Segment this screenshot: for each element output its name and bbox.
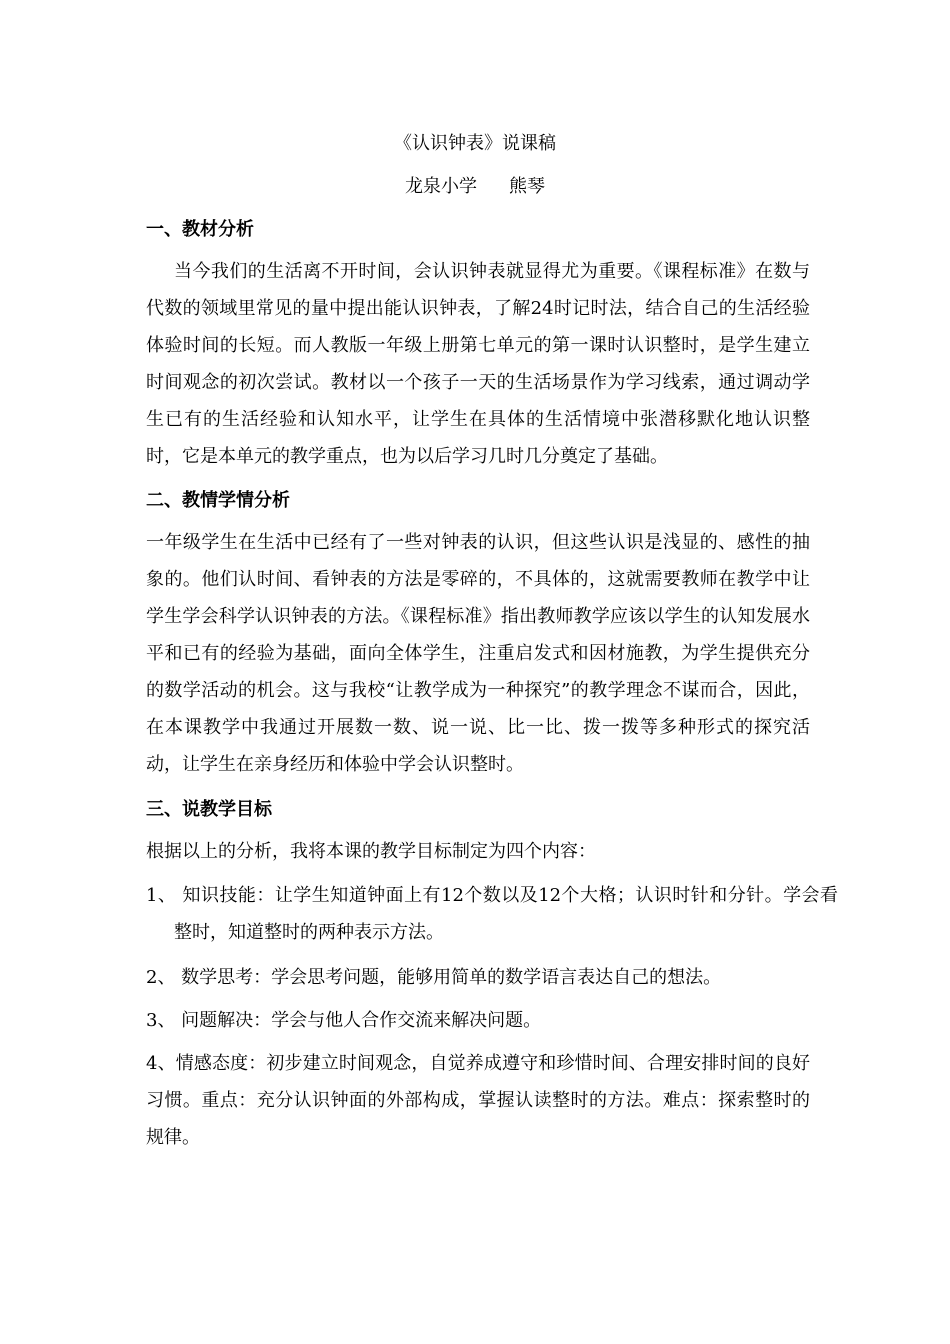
goal-item-emotion-attitude: 4、情感态度：初步建立时间观念，自觉养成遵守和珍惜时间、合理安排时间的良好习惯。重点：充分认识钟面的外部构成，掌握认读整时的方法。难点：探索整时的规律。 — [146, 1053, 810, 1148]
section-heading-teaching-situation: 二、教情学情分析 — [146, 490, 290, 511]
section-heading-textbook-analysis: 一、教材分析 — [146, 219, 254, 240]
goal-item-math-thinking: 2、 数学思考：学会思考问题，能够用简单的数学语言表达自己的想法。 — [146, 967, 722, 988]
author-name: 熊琴 — [509, 176, 545, 197]
teaching-goals-intro: 根据以上的分析，我将本课的教学目标制定为四个内容： — [146, 841, 596, 862]
school-name: 龙泉小学 — [405, 176, 477, 197]
goal-item-knowledge-skills: 1、 知识技能：让学生知道钟面上有12个数以及12个大格；认识时针和分针。学会看整时，知道整时的两种表示方法。 — [146, 885, 838, 943]
section-paragraph-teaching-situation: 一年级学生在生活中已经有了一些对钟表的认识，但这些认识是浅显的、感性的抽象的。他们认时间、看钟表的方法是零碎的，不具体的，这就需要教师在教学中让学生学会科学认识钟表的方法。《课程标准》指出教师教学应该以学生的认知发展水平和已有的经验为基础，面向全体学生，注重启发式和因材施教，为学生提供充分的数学活动的机会。这与我校“让教学成为一种探究”的教学理念不谋而合，因此，在本课教学中我通过开展数一数、说一说、比一比、拨一拨等多种形式的探究活动，让学生在亲身经历和体验中学会认识整时。 — [146, 532, 810, 775]
section-heading-teaching-goals: 三、说教学目标 — [146, 799, 272, 820]
section-paragraph-textbook-analysis: 当今我们的生活离不开时间，会认识钟表就显得尤为重要。《课程标准》在数与代数的领域里常见的量中提出能认识钟表，了解24时记时法，结合自己的生活经验体验时间的长短。而人教版一年级上册第七单元的第一课时认识整时，是学生建立时间观念的初次尝试。教材以一个孩子一天的生活场景作为学习线索，通过调动学生已有的生活经验和认知水平，让学生在具体的生活情境中张潜移默化地认识整时，它是本单元的教学重点，也为以后学习几时几分奠定了基础。 — [146, 261, 810, 467]
author-line — [0, 173, 950, 201]
goal-item-problem-solving: 3、 问题解决：学会与他人合作交流来解决问题。 — [146, 1010, 542, 1031]
document-title: 《认识钟表》说课稿 — [394, 133, 556, 154]
